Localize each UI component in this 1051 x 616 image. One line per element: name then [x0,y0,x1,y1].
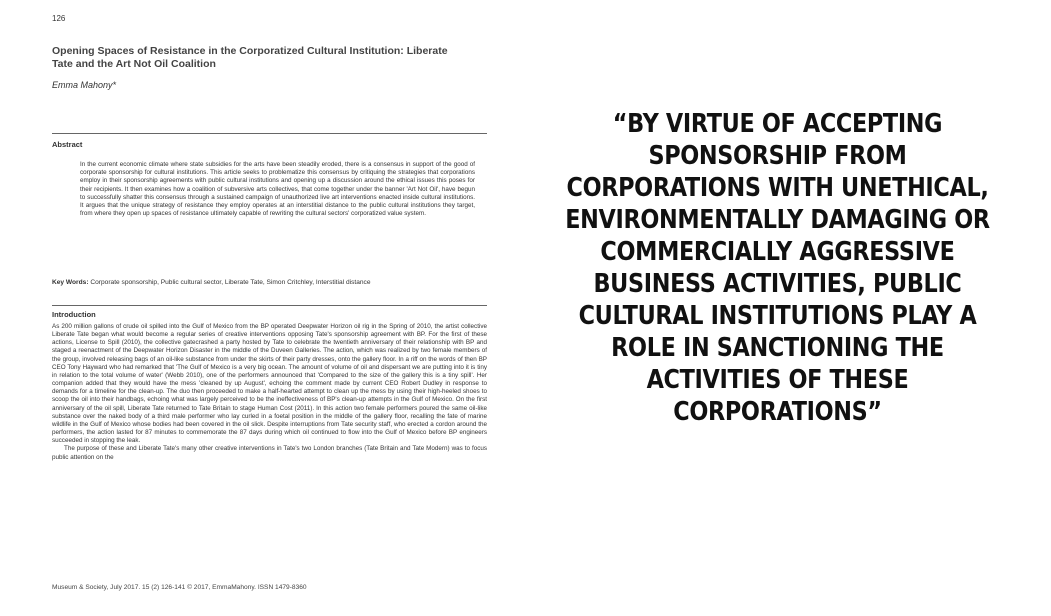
divider-top [52,133,487,134]
introduction-text [52,323,487,462]
intro-paragraph: As 200 million gallons of crude oil spilled into the Gulf of Mexico from the BP operated Deepwater Horizon oil rig in the Spring of 2010, the artist collective Liberate Tate began what would become a regular series of creative interventions opposing Tate's sponsorship agreement with BP. For the first of these actions, License to Spill (2010), the collective gatecrashed a party hosted by Tate to celebrate the twentieth anniversary of their relationship with BP and staged a reenactment of the Deepwater Horizon Disaster in the middle of the Duveen Galleries. The action, which was realized by two female members of the group, involved releasing bags of an oil-like substance from under the skirts of their party dresses, onto the gallery floor. In a riff on the words of then BP CEO Tony Hayward who had remarked that 'The Gulf of Mexico is a very big ocean. The amount of volume of oil and dispersant we are putting into it is tiny in relation to the total volume of water' (Webb 2010), one of the performers announced that 'Compared to the size of the gallery this is a tiny spill'. Her companion added that they would have the mess 'cleaned by up August', echoing the comment made by current CEO Robert Dudley in response to demands for a timeline for the clean-up. The duo then proceeded to make a half-hearted attempt to clean up the mess by using their high-heeled shoes to scoop the oil into their handbags, echoing what was largely perceived to be the ineffectiveness of BP's clean-up attempts in the Gulf of Mexico. On the first anniversary of the oil spill, Liberate Tate returned to Tate Britain to stage Human Cost (2011). In this action two female performers poured the same oil-like substance over the naked body of a third male performer who lay curled in a foetal position in the middle of the gallery floor, recalling the fate of marine wildlife in the Gulf of Mexico whose bodies had been covered in the oil slick. Despite interruptions from Tate security staff, who erected a cordon around the performers, the action lasted for 87 minutes to commemorate the 87 days during which oil continued to flow into the Gulf of Mexico before BP engineers succeeded in stopping the leak. [52,323,487,445]
keywords-list: Corporate sponsorship, Public cultural sector, Liberate Tate, Simon Critchley, Interstitial distance [90,279,371,286]
author-name: Emma Mahony* [52,80,117,90]
divider-intro [52,305,487,306]
page-number: 126 [52,14,66,23]
article-title: Opening Spaces of Resistance in the Corporatized Cultural Institution: Liberate Tate and the Art Not Oil Coalition [52,45,448,70]
abstract-text: In the current economic climate where state subsidies for the arts have been steadily eroded, there is a consensus in support of the good of corporate sponsorship for cultural institutions. This article seeks to problematize this consensus by critiquing the strategies that corporations employ in their sponsorship agreements with public cultural institutions and opening up a discussion around the ethical issues this poses for their recipients. It then examines how a coalition of subversive arts collectives, that come together under the banner 'Art Not Oil', have begun to successfully shatter this consensus through a sustained campaign of unauthorized live art interventions enacted inside cultural institutions. It argues that the unique strategy of resistance they employ operates at an interstitial distance to the public cultural institutions they target, from where they open up spaces of resistance ultimately capable of rewriting the cultural sectors' corporatized value system. [80,161,475,218]
pull-quote: “BY VIRTUE OF ACCEPTING SPONSORSHIP FROM CORPORATIONS WITH UNETHICAL, ENVIRONMENTALLY DAMAGING OR COMMERCIALLY AGGRESSIVE BUSINESS ACTIVITIES, PUBLIC CULTURAL INSTITUTIONS PLAY A ROLE IN SANCTIONING THE ACTIVITIES OF THESE CORPORATIONS” [565,109,990,427]
abstract-heading: Abstract [52,140,83,149]
keywords [52,279,472,287]
page-footer: Museum & Society, July 2017. 15 (2) 126-141 © 2017, EmmaMahony. ISSN 1479-8360 [52,584,307,591]
keywords-label: Key Words: [52,279,89,286]
intro-paragraph: The purpose of these and Liberate Tate's many other creative interventions in Tate's two London branches (Tate Britain and Tate Modern) was to focus public attention on the [52,445,487,461]
introduction-heading: Introduction [52,310,96,319]
article-page [0,0,520,616]
